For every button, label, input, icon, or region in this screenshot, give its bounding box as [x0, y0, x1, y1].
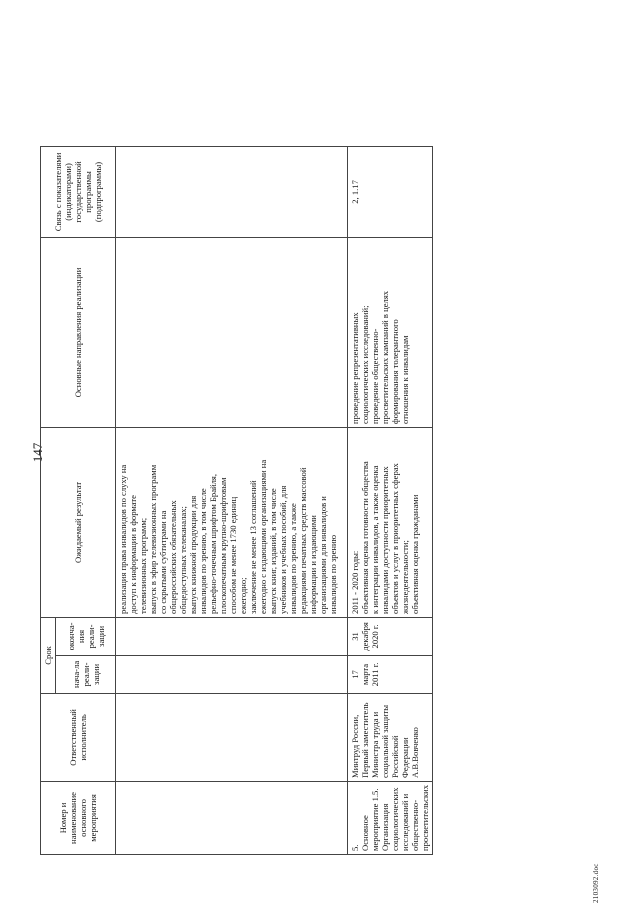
result-line: реализация права инвалидов по слуху на — [118, 464, 128, 614]
executor-line: Минтруд России, — [350, 714, 360, 778]
result-line: общедоступных телеканалах; — [178, 506, 188, 614]
result-line: телевизионных программ; — [138, 517, 148, 614]
result-line: выпуск в эфир телевизионных программ — [148, 464, 158, 614]
result-line: жизнедеятельности; — [400, 540, 410, 614]
result-line: рельефно-точечным шрифтом Брайля, — [208, 473, 218, 614]
measure-name-line: Основное — [360, 815, 370, 851]
expected-result-cell — [348, 427, 433, 617]
header-result: Ожидаемый результат — [41, 427, 116, 617]
result-line: выпуск книг, изданий, в том числе — [268, 488, 278, 614]
end-date-cell: 31 декабря 2020 г. — [348, 617, 433, 655]
footer-doc-code: 2103092.doc — [592, 863, 600, 903]
result-line: ежегодно с издающими организациями на — [258, 459, 268, 614]
measure-name-line: социологических — [390, 787, 400, 851]
continuation-directions-cell — [116, 237, 348, 427]
result-line: доступ к информации в формате — [128, 495, 138, 614]
header-link: Связь с показателями (индикаторами) государственной программы (подпрограммы) — [41, 146, 116, 237]
header-start: нача-ла реали-зации — [56, 655, 116, 693]
executor-line: социальной защиты — [380, 704, 390, 778]
result-line: объективная оценка готовности общества — [360, 461, 370, 614]
header-end: оконча-ния реали-зации — [56, 617, 116, 655]
measure-name-line: исследований и — [400, 793, 410, 851]
executor-line: Первый заместитель — [360, 702, 370, 778]
result-line: выпуск книжной продукции для — [188, 495, 198, 614]
continuation-executor-cell — [116, 693, 348, 781]
result-line: инвалидов по зрению, а также — [288, 503, 298, 614]
measures-table — [40, 146, 433, 855]
result-line: редакциями печатных средств массовой — [298, 467, 308, 614]
continuation-result-cell — [116, 427, 348, 617]
result-line: способом не менее 1730 единиц — [228, 496, 238, 614]
result-line: плоскопечатным крупно-шрифтовым — [218, 477, 228, 614]
header-executor: Ответственный исполнитель — [41, 693, 116, 781]
result-line: со скрытыми субтитрами на — [158, 510, 168, 614]
indicator-link-cell: 2, 1.17 — [348, 146, 433, 237]
executor-line: Российской — [390, 735, 400, 778]
continuation-link-cell — [116, 146, 348, 237]
direction-line: социологических исследований; — [360, 305, 370, 424]
executor-line: Министра труда и — [370, 711, 380, 778]
executor-line: Федерации — [400, 737, 410, 778]
result-line: заключение не менее 13 соглашений — [248, 480, 258, 614]
measure-name-line: просветительских — [420, 784, 430, 851]
result-line: 2011 - 2020 годы: — [350, 550, 360, 614]
continuation-name-cell — [116, 781, 348, 854]
result-line: информации и издающими — [308, 515, 318, 614]
result-line: инвалидами доступности приоритетных — [380, 466, 390, 614]
continuation-row — [116, 146, 348, 854]
start-date-cell: 17 марта 2011 г. — [348, 655, 433, 693]
measure-name-line: мероприятие 1.5. — [370, 788, 380, 851]
result-line: ежегодно; — [238, 577, 248, 614]
result-line: объектов и услуг в приоритетных сферах — [390, 463, 400, 614]
continuation-end-cell — [116, 617, 348, 655]
result-line: учебников и учебных пособий, для — [278, 485, 288, 614]
measure-number: 5. — [350, 844, 360, 851]
result-line: инвалидов по зрению — [328, 534, 338, 614]
direction-line: формирования толерантного — [390, 319, 400, 424]
executor-cell — [348, 693, 433, 781]
header-term: Срок — [41, 617, 56, 693]
directions-cell — [348, 237, 433, 427]
header-name: Номер и наименование основного мероприятия — [41, 781, 116, 854]
direction-line: проведение общественно- — [370, 328, 380, 424]
result-line: к интеграции инвалидов, а также оценка — [370, 465, 380, 614]
table-row — [348, 146, 433, 854]
measure-name-line: общественно- — [410, 799, 420, 851]
direction-line: проведение репрезентативных — [350, 312, 360, 424]
measure-name-line: Организация — [380, 803, 390, 851]
page-number: 147 — [30, 442, 45, 463]
header-directions: Основные направления реализации — [41, 237, 116, 427]
measure-name-cell — [348, 781, 433, 854]
result-line: общероссийских обязательных — [168, 500, 178, 614]
continuation-start-cell — [116, 655, 348, 693]
result-line: объективная оценка гражданами — [410, 494, 420, 614]
direction-line: отношения к инвалидам — [400, 335, 410, 424]
result-line: инвалидов по зрению, в том числе — [198, 488, 208, 614]
executor-line: А.В.Вовченко — [410, 727, 420, 778]
direction-line: просветительских кампаний в целях — [380, 290, 390, 424]
result-line: организациями для инвалидов и — [318, 496, 328, 614]
